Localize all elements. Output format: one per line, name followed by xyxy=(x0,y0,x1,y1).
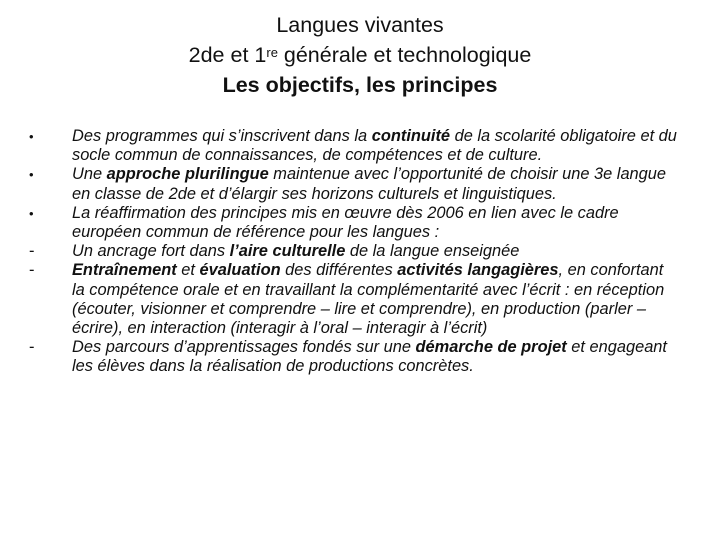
list-item-text xyxy=(72,261,678,338)
emphasis-text: continuité xyxy=(371,127,451,145)
text-segment: et xyxy=(176,261,200,280)
title-line-2-prefix: 2de et 1 xyxy=(188,43,267,67)
list-item-text xyxy=(72,338,678,376)
text-segment: Une xyxy=(72,165,107,184)
list-item xyxy=(28,338,678,376)
emphasis-text: Entraînement xyxy=(72,261,177,280)
text-segment: Un ancrage fort dans xyxy=(72,242,230,261)
list-item-text xyxy=(72,165,678,203)
list-item xyxy=(28,127,678,165)
title-line-2-suffix: générale et technologique xyxy=(277,43,532,67)
title-line-1: Langues vivantes xyxy=(276,13,444,37)
slide-title xyxy=(0,10,720,100)
emphasis-text: démarche de projet xyxy=(415,338,567,357)
text-segment: Des programmes qui s’inscrivent dans la xyxy=(72,127,372,145)
title-line-2 xyxy=(0,40,720,70)
text-segment: de la scolarité obligatoire et du socle commun de connaissances, de compétences et de culture. xyxy=(72,127,677,165)
dash-marker: - xyxy=(29,261,35,280)
list-item xyxy=(28,261,678,338)
text-segment: , en confortant la compétence orale et en travaillant la complémentarité avec l’écrit : en réception (écouter, visionner et comprendre – lire et comprendre), en production (parler – écrire), en interaction (interagir à l’oral – interagir à l’écrit) xyxy=(72,261,665,338)
text-segment: de la langue enseignée xyxy=(345,242,520,261)
list-item xyxy=(28,204,678,242)
list-item-text xyxy=(72,127,678,165)
bullet-marker: • xyxy=(29,129,34,144)
bullet-marker: • xyxy=(29,205,34,221)
list-item-text xyxy=(72,204,678,242)
emphasis-text: évaluation xyxy=(199,261,281,280)
title-line-3: Les objectifs, les principes xyxy=(222,73,498,97)
text-segment: des différentes xyxy=(280,261,398,280)
dash-marker: - xyxy=(29,242,35,261)
emphasis-text: l’aire culturelle xyxy=(229,242,346,261)
text-segment: maintenue avec l’opportunité de choisir une 3e langue en classe de 2de et d’élargir ses horizons culturels et linguistiques. xyxy=(72,165,667,203)
text-segment: Des parcours d’apprentissages fondés sur une xyxy=(72,338,416,357)
text-segment: et engageant les élèves dans la réalisation de productions concrètes. xyxy=(72,338,667,376)
text-segment: La réaffirmation des principes mis en œuvre dès 2006 en lien avec le cadre européen commun de référence pour les langues : xyxy=(72,203,619,242)
bullet-list xyxy=(28,127,678,377)
list-item xyxy=(28,242,678,261)
emphasis-text: activités langagières xyxy=(397,261,559,280)
emphasis-text: approche plurilingue xyxy=(106,165,269,184)
list-item xyxy=(28,165,678,203)
title-line-2-superscript: re xyxy=(266,45,278,60)
dash-marker: - xyxy=(29,338,35,357)
bullet-marker: • xyxy=(29,167,34,183)
list-item-text xyxy=(72,242,678,261)
